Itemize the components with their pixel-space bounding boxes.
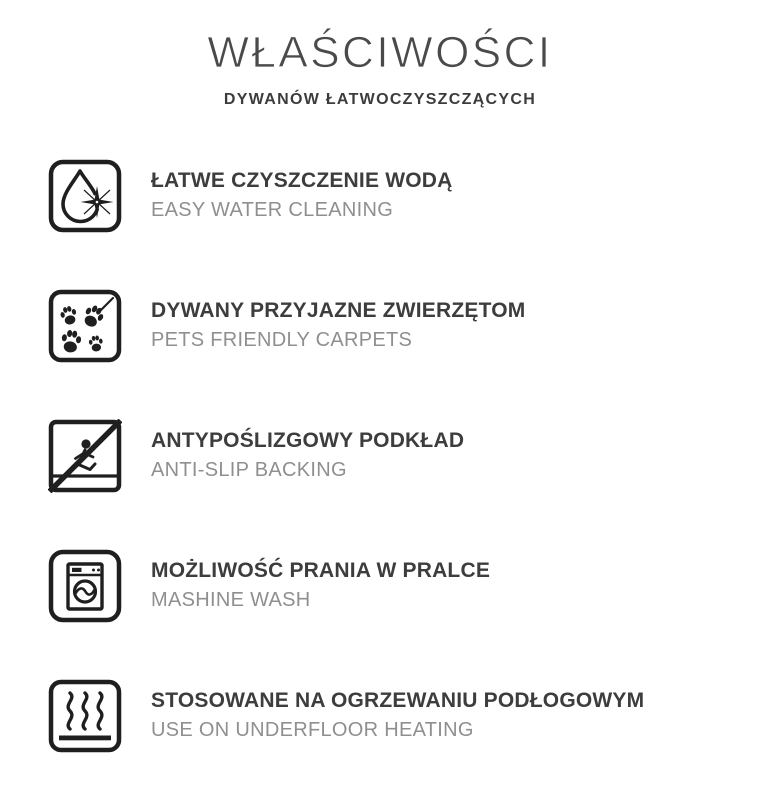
feature-subtitle: EASY WATER CLEANING xyxy=(151,198,394,221)
no-slip-icon xyxy=(48,419,122,493)
feature-subtitle: USE ON UNDERFLOOR HEATING xyxy=(151,718,474,741)
feature-text xyxy=(151,168,453,224)
feature-row-anti-slip xyxy=(48,419,760,493)
page-title: WŁAŚCIWOŚCI xyxy=(207,28,553,77)
feature-row-machine-wash xyxy=(48,549,760,623)
washing-machine-icon xyxy=(48,549,122,623)
feature-title: STOSOWANE NA OGRZEWANIU PODŁOGOWYM xyxy=(151,689,645,713)
feature-row-underfloor-heating xyxy=(48,679,760,753)
page-subtitle: DYWANÓW ŁATWOCZYSZCZĄCYCH xyxy=(223,91,537,108)
feature-row-water-cleaning xyxy=(48,159,760,233)
feature-subtitle: MASHINE WASH xyxy=(151,588,311,611)
feature-text xyxy=(151,298,525,354)
feature-row-pets-friendly xyxy=(48,289,760,363)
water-drop-sparkle-icon xyxy=(48,159,122,233)
feature-subtitle: ANTI-SLIP BACKING xyxy=(151,458,347,481)
feature-title: MOŻLIWOŚĆ PRANIA W PRALCE xyxy=(151,559,491,583)
feature-title: DYWANY PRZYJAZNE ZWIERZĘTOM xyxy=(151,299,526,323)
feature-text xyxy=(151,558,490,614)
feature-list xyxy=(0,159,760,753)
underfloor-heating-icon xyxy=(48,679,122,753)
feature-title: ANTYPOŚLIZGOWY PODKŁAD xyxy=(151,429,465,453)
feature-title: ŁATWE CZYSZCZENIE WODĄ xyxy=(151,169,453,193)
feature-text xyxy=(151,688,644,744)
feature-subtitle: PETS FRIENDLY CARPETS xyxy=(151,328,413,351)
paw-prints-icon xyxy=(48,289,122,363)
feature-text xyxy=(151,428,464,484)
header xyxy=(0,0,760,109)
